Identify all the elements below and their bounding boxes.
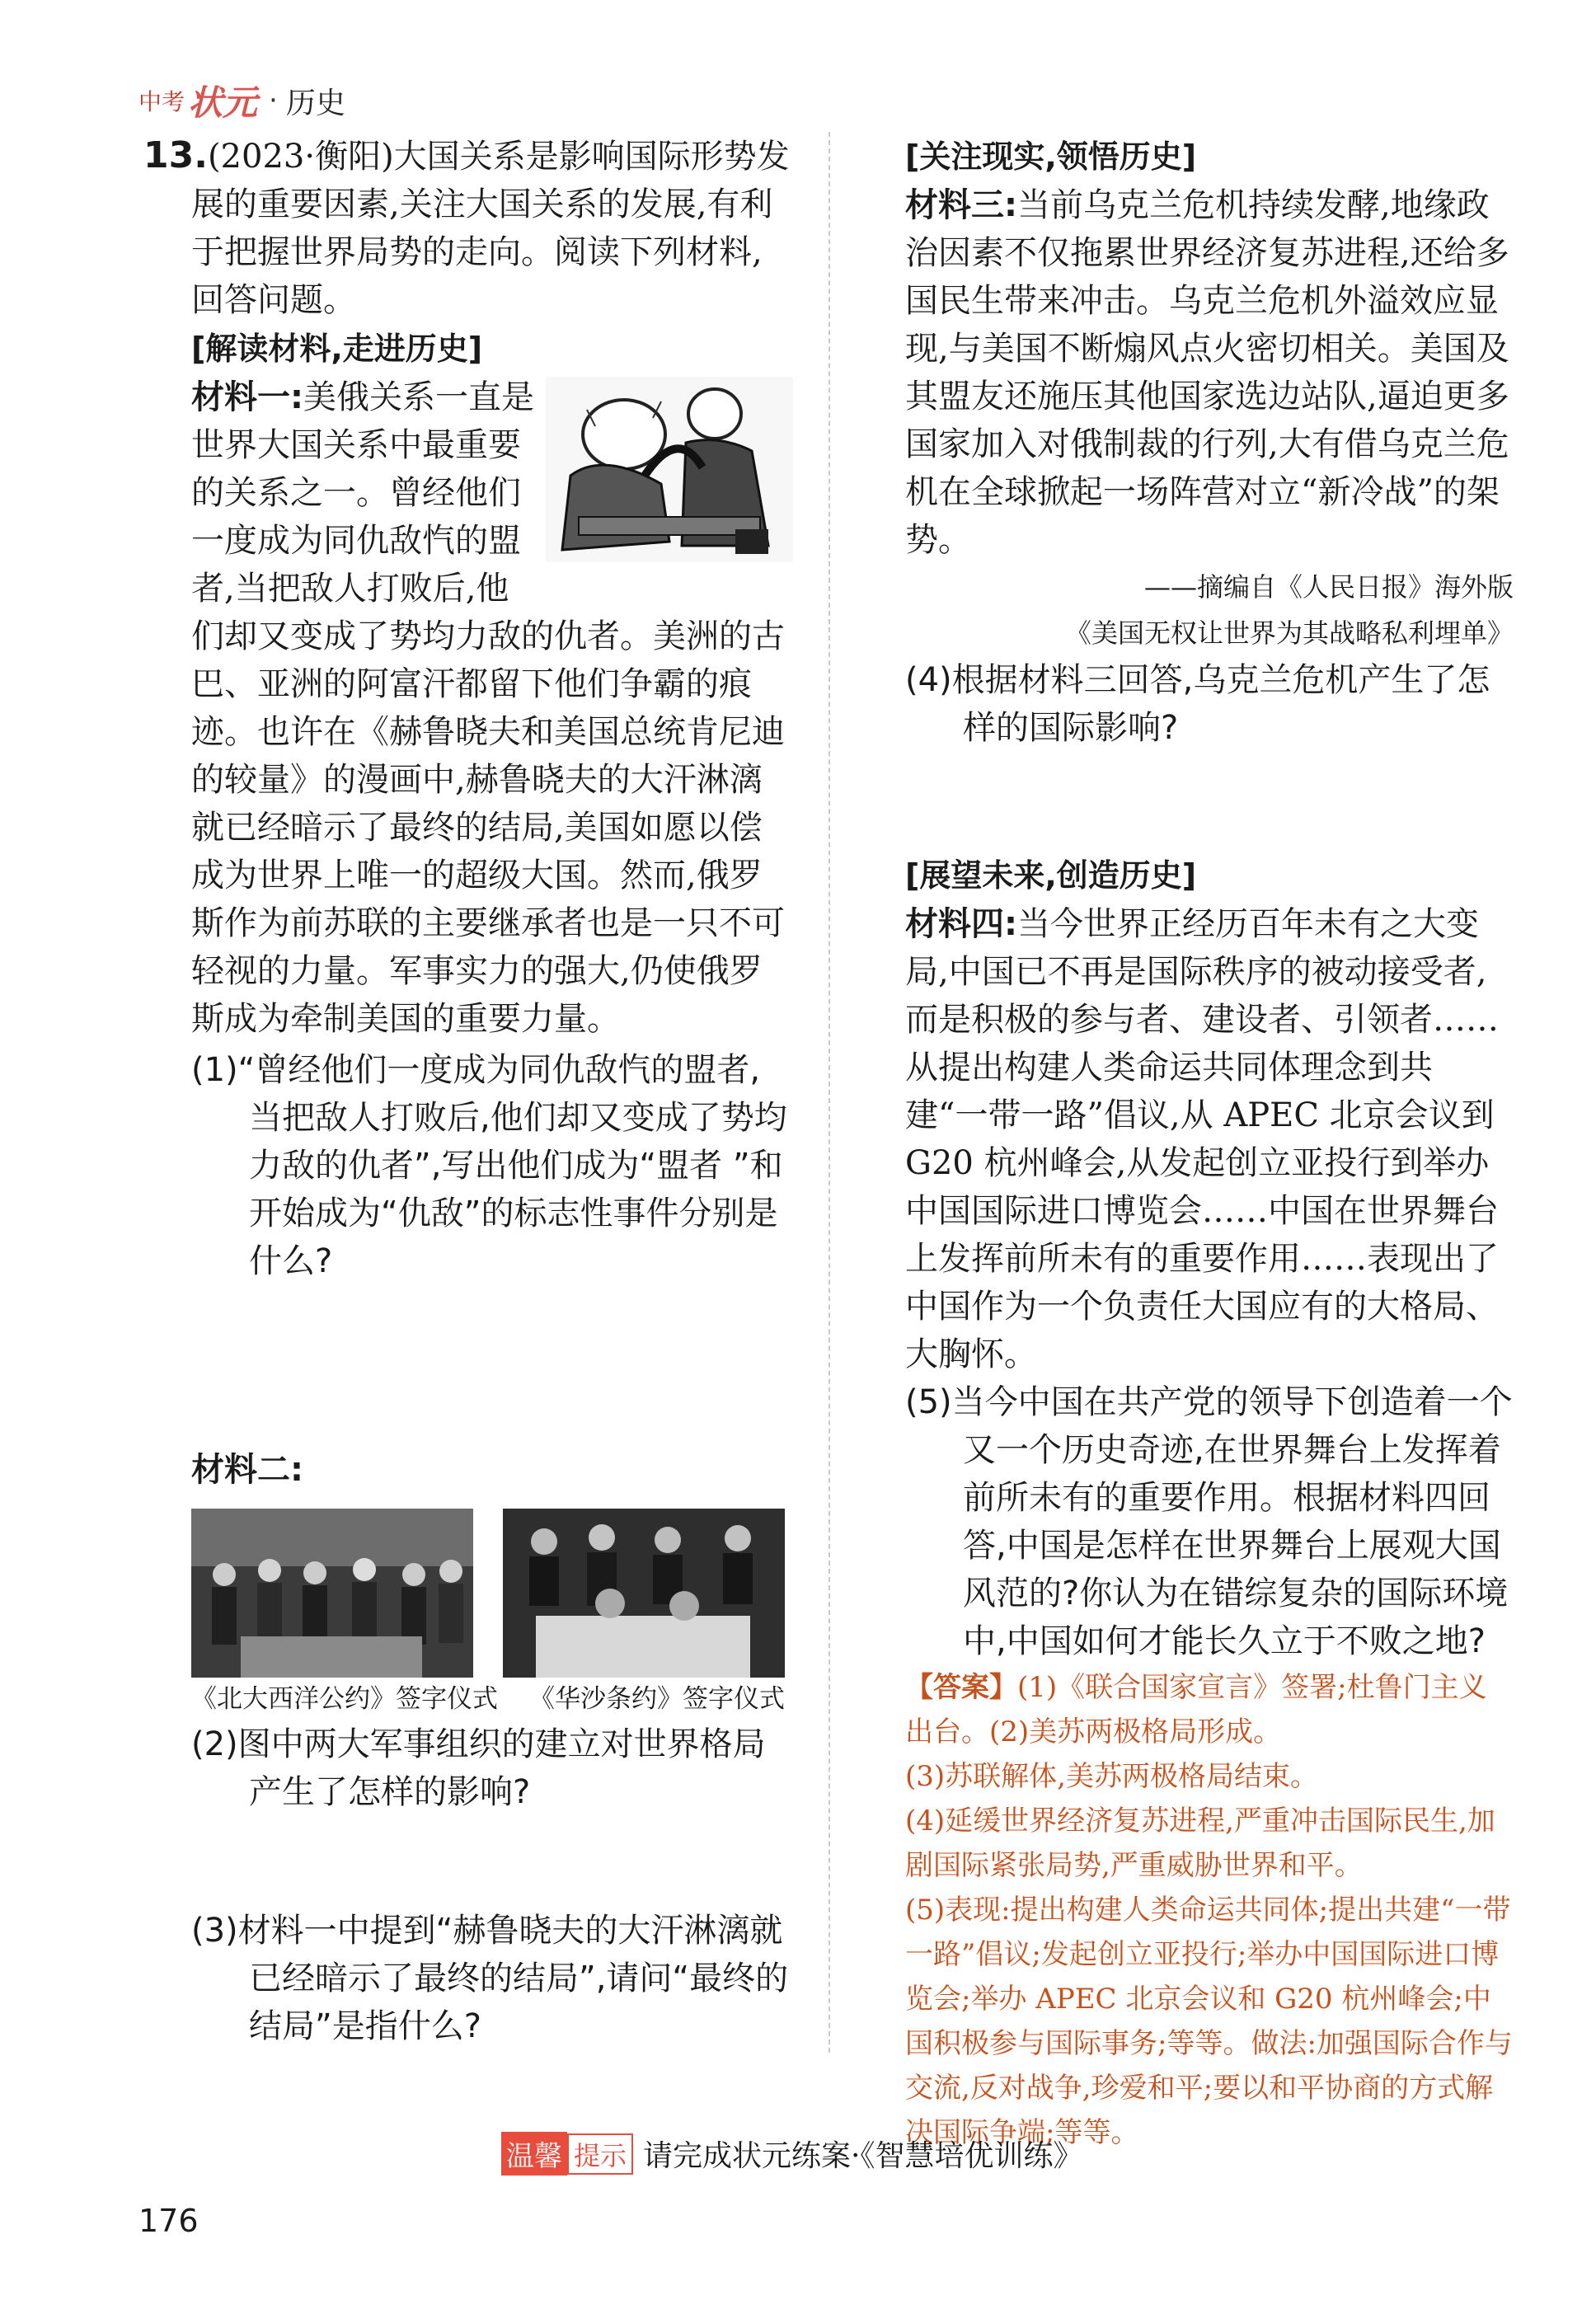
footer-text: 请完成状元练案·《智慧培优训练》 bbox=[643, 2139, 1083, 2173]
answer-3: (3)苏联解体,美苏两极格局结束。 bbox=[905, 1760, 1318, 1793]
question-number: 13. bbox=[143, 134, 208, 176]
sub-question-1: (1)“曾经他们一度成为同仇敌忾的盟者,当把敌人打败后,他们却又变成了势均力敌的仇者”,写出他们成为“盟者 ”和开始成为“仇敌”的标志性事件分别是什么? bbox=[191, 1051, 787, 1280]
material-3-source-title: 《美国无权让世界为其战略私利埋单》 bbox=[1064, 617, 1514, 649]
question-stem-text: (2023·衡阳)大国关系是影响国际形势发展的重要因素,关注大国关系的发展,有利于把握世界局势的走向。阅读下列材料,回答问题。 bbox=[191, 138, 790, 319]
warsaw-pact-signing-photo bbox=[503, 1509, 785, 1678]
tip-label-a: 温馨 bbox=[501, 2132, 567, 2176]
left-column bbox=[143, 132, 793, 2050]
sub-question-2: (2)图中两大军事组织的建立对世界格局产生了怎样的影响? bbox=[191, 1725, 766, 1811]
header-zhuangyuan-logo: 状元 bbox=[188, 82, 258, 123]
section-title-2: [关注现实,领悟历史] bbox=[905, 138, 1197, 175]
material-1-text: 美俄关系一直是世界大国关系中最重要的关系之一。曾经他们一度成为同仇敌忾的盟者,当把敌人打败后,他们却又变成了势均力敌的仇者。美洲的古巴、亚洲的阿富汗都留下他们争霸的痕迹。也许在《赫鲁晓夫和美国总统肯尼迪的较量》的漫画中,赫鲁晓夫的大汗淋漓就已经暗示了最终的结局,美国如愿以偿成为世界上唯一的超级大国。然而,俄罗斯作为前苏联的主要继承者也是一只不可轻视的力量。军事实力的强大,仍使俄罗斯成为牵制美国的重要力量。 bbox=[191, 378, 785, 1038]
right-column bbox=[905, 132, 1514, 2155]
header-subject: 历史 bbox=[285, 86, 345, 120]
nato-signing-photo bbox=[191, 1509, 473, 1678]
material-4-label: 材料四: bbox=[905, 905, 1017, 943]
question-stem bbox=[143, 132, 793, 324]
material-3-source: ——摘编自《人民日报》海外版 bbox=[1143, 571, 1514, 603]
answer-1-2 bbox=[905, 1665, 1514, 1754]
footer-tip bbox=[501, 2132, 1082, 2176]
answer-block bbox=[905, 1665, 1514, 2155]
sub-question-4: (4)根据材料三回答,乌克兰危机产生了怎样的国际影响? bbox=[905, 661, 1490, 747]
header-separator: · bbox=[269, 84, 278, 117]
page-header bbox=[138, 76, 345, 125]
section-title-1: [解读材料,走进历史] bbox=[191, 331, 483, 367]
sub-question-5: (5)当今中国在共产党的领导下创造着一个又一个历史奇迹,在世界舞台上发挥着前所未有的重要作用。根据材料四回答,中国是怎样在世界舞台上展观大国风范的?你认为在错综复杂的国际环境中,中国如何才能长久立于不败之地? bbox=[905, 1383, 1513, 1660]
photo-row bbox=[191, 1509, 785, 1678]
cartoon-image bbox=[546, 377, 793, 562]
tip-label-b: 提示 bbox=[567, 2133, 633, 2175]
caption-nato: 《北大西洋公约》签字仪式 bbox=[191, 1684, 498, 1714]
caption-warsaw: 《华沙条约》签字仪式 bbox=[529, 1684, 785, 1714]
material-2-label: 材料二: bbox=[191, 1451, 303, 1489]
answer-1-text: (1)《联合国家宣言》签署;杜鲁门主义出台。(2)美苏两极格局形成。 bbox=[905, 1671, 1487, 1748]
photo-captions bbox=[191, 1678, 785, 1720]
answer-4: (4)延缓世界经济复苏进程,严重冲击国际民生,加剧国际紧张局势,严重威胁世界和平。 bbox=[905, 1805, 1495, 1882]
material-1 bbox=[191, 373, 793, 1043]
answer-5: (5)表现:提出构建人类命运共同体;提出共建“一带一路”倡议;发起创立亚投行;举办中国国际进口博览会;举办 APEC 北京会议和 G20 杭州峰会;中国积极参与国际事务;等等。做法:加强国际合作与交流,反对战争,珍爱和平;要以和平协商的方式解决国际争端;等等。 bbox=[905, 1894, 1513, 2149]
column-divider bbox=[829, 132, 830, 2053]
material-1-label: 材料一: bbox=[191, 378, 303, 416]
material-3-text: 当前乌克兰危机持续发酵,地缘政治因素不仅拖累世界经济复苏进程,还给多国民生带来冲击。乌克兰危机外溢效应显现,与美国不断煽风点火密切相关。美国及其盟友还施压其他国家选边站队,逼迫更多国家加入对俄制裁的行列,大有借乌克兰危机在全球掀起一场阵营对立“新冷战”的架势。 bbox=[905, 186, 1509, 559]
page-number: 176 bbox=[138, 2203, 199, 2239]
answer-tag: 【答案】 bbox=[905, 1671, 1017, 1704]
section-title-3: [展望未来,创造历史] bbox=[905, 857, 1197, 894]
material-4 bbox=[905, 900, 1514, 1378]
header-kaoshi: 中考 bbox=[138, 88, 185, 115]
sub-question-3: (3)材料一中提到“赫鲁晓夫的大汗淋漓就已经暗示了最终的结局”,请问“最终的结局”是指什么? bbox=[191, 1912, 789, 2045]
material-3-label: 材料三: bbox=[905, 186, 1017, 224]
material-3 bbox=[905, 181, 1514, 564]
material-4-text: 当今世界正经历百年未有之大变局,中国已不再是国际秩序的被动接受者,而是积极的参与者、建设者、引领者……从提出构建人类命运共同体理念到共建“一带一路”倡议,从 APEC 北京会议到 G20 杭州峰会,从发起创立亚投行到举办中国国际进口博览会……中国在世界舞台上发挥前所未有的重要作用……表现出了中国作为一个负责任大国应有的大格局、大胸怀。 bbox=[905, 905, 1499, 1373]
